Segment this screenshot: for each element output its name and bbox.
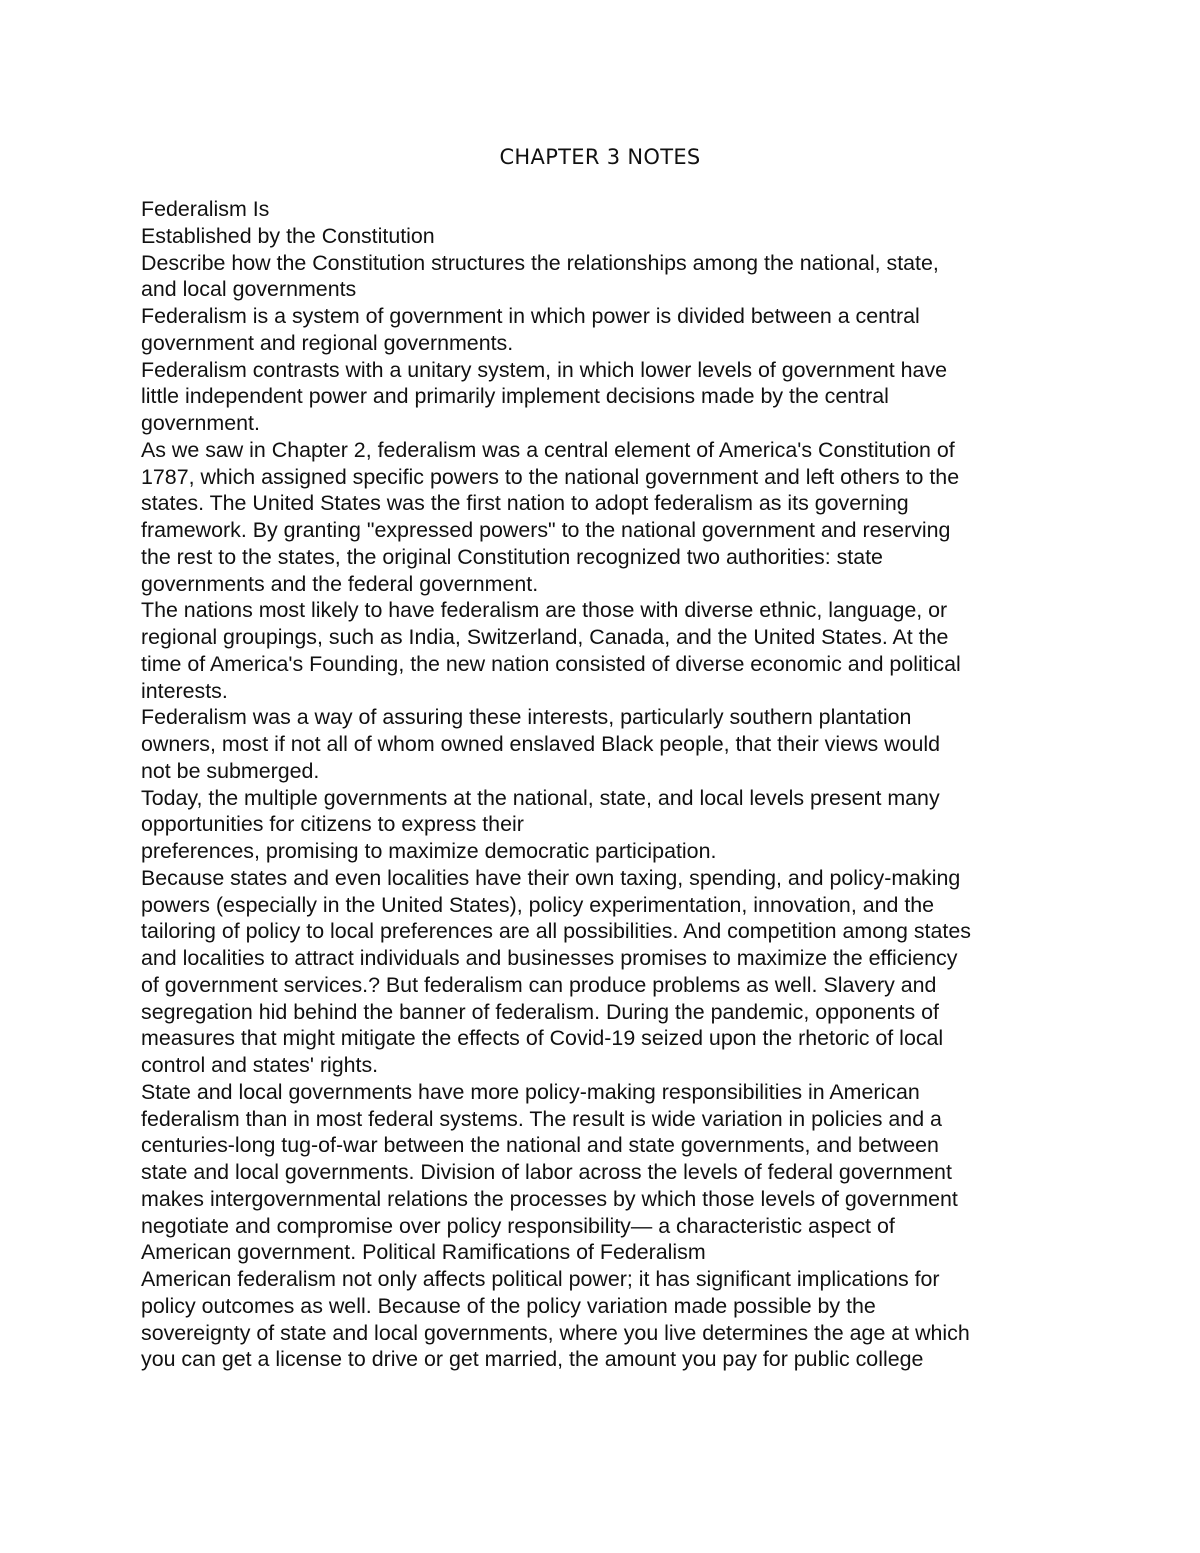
text-line: time of America's Founding, the new nation consisted of diverse economic and political <box>141 651 961 676</box>
text-line: Federalism was a way of assuring these interests, particularly southern plantation <box>141 705 912 730</box>
text-line: Today, the multiple governments at the national, state, and local levels present many <box>141 785 940 810</box>
text-line: states. The United States was the first nation to adopt federalism as its governing <box>141 491 909 516</box>
text-line: Federalism Is <box>141 197 270 221</box>
text-line: makes intergovernmental relations the processes by which those levels of government <box>141 1186 958 1211</box>
text-line: government and regional governments. <box>141 330 514 355</box>
text-line: American federalism not only affects political power; it has significant implications for <box>141 1267 940 1291</box>
body-text <box>141 196 1071 1373</box>
text-line: negotiate and compromise over policy responsibility— a characteristic aspect of <box>141 1213 895 1238</box>
text-line: federalism than in most federal systems. The result is wide variation in policies and a <box>141 1106 942 1131</box>
text-line: not be submerged. <box>141 758 320 783</box>
text-line: and local governments <box>141 277 357 302</box>
text-line: sovereignty of state and local governments, where you live determines the age at which <box>141 1320 970 1345</box>
text-line: centuries-long tug-of-war between the national and state governments, and between <box>141 1133 939 1158</box>
text-line: interests. <box>141 678 228 703</box>
text-line: government. <box>141 411 260 435</box>
text-line: the rest to the states, the original Constitution recognized two authorities: state <box>141 544 883 569</box>
text-line: Established by the Constitution <box>141 223 435 248</box>
text-line: governments and the federal government. <box>141 571 539 596</box>
text-line: Because states and even localities have their own taxing, spending, and policy-making <box>141 865 961 890</box>
text-line: owners, most if not all of whom owned enslaved Black people, that their views would <box>141 732 940 756</box>
text-line: measures that might mitigate the effects of Covid-19 seized upon the rhetoric of local <box>141 1026 944 1051</box>
text-line: framework. By granting "expressed powers" to the national government and reserving <box>141 518 951 542</box>
text-line: Federalism contrasts with a unitary system, in which lower levels of government have <box>141 357 948 382</box>
text-line: little independent power and primarily implement decisions made by the central <box>141 384 889 409</box>
text-line: preferences, promising to maximize democratic participation. <box>141 839 717 863</box>
text-line: As we saw in Chapter 2, federalism was a central element of America's Constitution of <box>141 437 955 462</box>
text-line: state and local governments. Division of labor across the levels of federal government <box>141 1160 952 1184</box>
text-line: you can get a license to drive or get married, the amount you pay for public college <box>141 1347 924 1372</box>
text-line: powers (especially in the United States), policy experimentation, innovation, and the <box>141 892 935 917</box>
text-line: control and states' rights. <box>141 1053 379 1077</box>
text-line: 1787, which assigned specific powers to the national government and left others to the <box>141 464 960 489</box>
text-line: Describe how the Constitution structures the relationships among the national, state, <box>141 250 939 275</box>
text-line: of government services.? But federalism can produce problems as well. Slavery and <box>141 972 937 997</box>
text-line: American government. Political Ramifications of Federalism <box>141 1240 706 1265</box>
text-line: The nations most likely to have federalism are those with diverse ethnic, language, or <box>141 598 948 623</box>
text-line: policy outcomes as well. Because of the policy variation made possible by the <box>141 1293 876 1318</box>
text-line: tailoring of policy to local preferences are all possibilities. And competition among states <box>141 919 971 944</box>
text-line: segregation hid behind the banner of federalism. During the pandemic, opponents of <box>141 999 939 1024</box>
text-line: State and local governments have more policy-making responsibilities in American <box>141 1079 920 1104</box>
text-line: regional groupings, such as India, Switzerland, Canada, and the United States. At the <box>141 625 949 649</box>
text-line: opportunities for citizens to express their <box>141 812 524 837</box>
text-line: and localities to attract individuals and businesses promises to maximize the efficiency <box>141 946 958 970</box>
page-title: CHAPTER 3 NOTES <box>499 145 701 169</box>
text-line: Federalism is a system of government in which power is divided between a central <box>141 304 920 328</box>
